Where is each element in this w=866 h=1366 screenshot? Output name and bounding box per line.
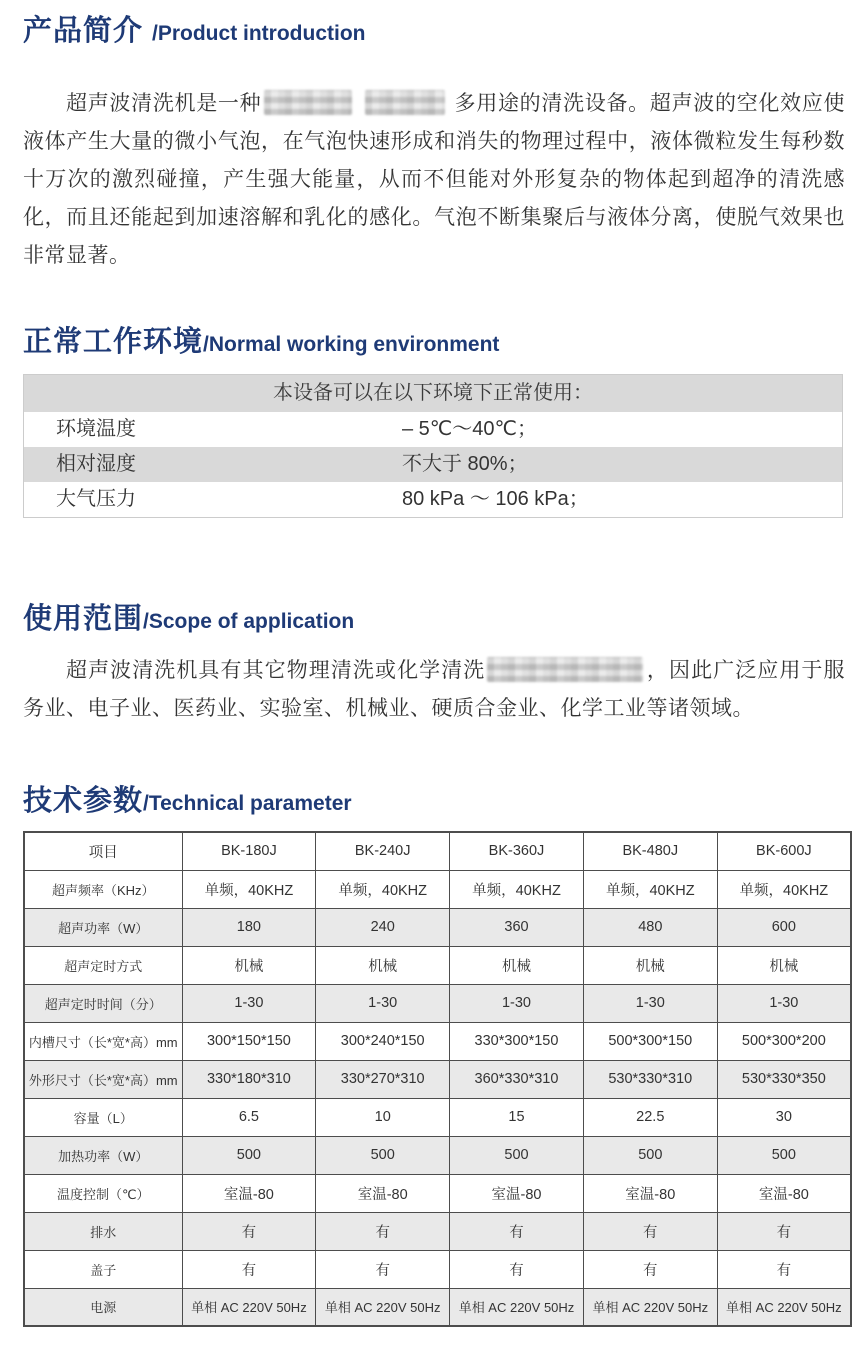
tech-cell: 240 [316, 908, 450, 946]
scope-paragraph [23, 652, 845, 728]
tech-cell: 500 [182, 1136, 316, 1174]
tech-row-label: 加热功率（W） [24, 1136, 182, 1174]
tech-cell: 1-30 [450, 984, 584, 1022]
tech-cell: 500*300*200 [717, 1022, 851, 1060]
tech-table-row [24, 1098, 851, 1136]
section-title-scope-of-application [23, 602, 845, 637]
tech-cell: 单频，40KHZ [316, 870, 450, 908]
censored-text-block [365, 90, 445, 115]
tech-cell: 有 [583, 1250, 717, 1288]
tech-row-label: 内槽尺寸（长*宽*高）mm [24, 1022, 182, 1060]
tech-column-header: BK-360J [450, 832, 584, 870]
tech-table-row [24, 946, 851, 984]
tech-cell: 室温-80 [583, 1174, 717, 1212]
tech-cell: 480 [583, 908, 717, 946]
tech-cell: 330*180*310 [182, 1060, 316, 1098]
tech-cell: 机械 [583, 946, 717, 984]
tech-cell: 室温-80 [182, 1174, 316, 1212]
tech-cell: 单相 AC 220V 50Hz [182, 1288, 316, 1326]
tech-row-label: 盖子 [24, 1250, 182, 1288]
section-title-en: /Product introduction [152, 22, 366, 45]
tech-cell: 机械 [717, 946, 851, 984]
tech-row-label: 超声功率（W） [24, 908, 182, 946]
tech-cell: 6.5 [182, 1098, 316, 1136]
tech-table-row [24, 908, 851, 946]
tech-cell: 500 [450, 1136, 584, 1174]
tech-cell: 330*300*150 [450, 1022, 584, 1060]
environment-table-row [24, 412, 842, 447]
environment-table-header: 本设备可以在以下环境下正常使用： [24, 375, 842, 412]
scope-text-before: 超声波清洗机具有其它物理清洗或化学清洗 [66, 659, 486, 683]
tech-cell: 1-30 [182, 984, 316, 1022]
tech-cell: 有 [450, 1212, 584, 1250]
tech-table-header-row [24, 832, 851, 870]
tech-column-header: BK-180J [182, 832, 316, 870]
tech-cell: 有 [316, 1212, 450, 1250]
section-title-en: /Scope of application [143, 609, 355, 633]
tech-table-row [24, 1136, 851, 1174]
tech-cell: 600 [717, 908, 851, 946]
censored-text-block [264, 90, 352, 115]
tech-table-body [24, 870, 851, 1326]
intro-paragraph [23, 85, 845, 275]
environment-table-row [24, 447, 842, 482]
tech-cell: 单相 AC 220V 50Hz [316, 1288, 450, 1326]
env-row-value: – 5℃～40℃； [402, 417, 537, 440]
env-row-value: 不大于 80%； [402, 452, 528, 475]
tech-table-row [24, 984, 851, 1022]
tech-cell: 330*270*310 [316, 1060, 450, 1098]
tech-cell: 单频，40KHZ [583, 870, 717, 908]
tech-cell: 机械 [450, 946, 584, 984]
tech-row-label: 排水 [24, 1212, 182, 1250]
censored-text-block [487, 657, 643, 682]
intro-text-before: 超声波清洗机是一种 [66, 91, 262, 115]
tech-row-label: 超声频率（KHz） [24, 870, 182, 908]
tech-row-label: 温度控制（℃） [24, 1174, 182, 1212]
scope-text-after: ，因此广泛应用于服务业、电子业、医药业、实验室、机械业、硬质合金业、化学工业等诸领域。 [23, 659, 846, 721]
tech-cell: 300*150*150 [182, 1022, 316, 1060]
tech-cell: 室温-80 [717, 1174, 851, 1212]
section-title-working-environment [23, 325, 845, 360]
tech-cell: 300*240*150 [316, 1022, 450, 1060]
tech-column-header: BK-480J [583, 832, 717, 870]
tech-table-row [24, 870, 851, 908]
section-title-en: /Normal working environment [203, 332, 500, 356]
tech-cell: 530*330*310 [583, 1060, 717, 1098]
tech-row-label: 超声定时时间（分） [24, 984, 182, 1022]
environment-table-row [24, 482, 842, 517]
intro-text-after: 多用途的清洗设备。超声波的空化效应使液体产生大量的微小气泡，在气泡快速形成和消失的物理过程中，液体微粒发生每秒数十万次的激烈碰撞，产生强大能量，从而不但能对外形复杂的物体起到超净的清洗感化，而且还能起到加速溶解和乳化的感化。气泡不断集聚后与液体分离，使脱气效果也非常显著。 [23, 91, 846, 267]
section-title-technical-parameter [23, 784, 845, 819]
tech-cell: 有 [717, 1212, 851, 1250]
tech-cell: 1-30 [583, 984, 717, 1022]
tech-row-label: 容量（L） [24, 1098, 182, 1136]
tech-cell: 30 [717, 1098, 851, 1136]
tech-cell: 500*300*150 [583, 1022, 717, 1060]
technical-parameter-table [23, 831, 852, 1327]
tech-cell: 单相 AC 220V 50Hz [717, 1288, 851, 1326]
tech-row-label: 电源 [24, 1288, 182, 1326]
env-row-label: 环境温度 [56, 417, 136, 440]
tech-cell: 单频，40KHZ [717, 870, 851, 908]
section-title-en: /Technical parameter [143, 792, 352, 816]
tech-table-row [24, 1250, 851, 1288]
tech-row-label: 超声定时方式 [24, 946, 182, 984]
tech-cell: 500 [717, 1136, 851, 1174]
tech-cell: 有 [182, 1212, 316, 1250]
tech-cell: 360*330*310 [450, 1060, 584, 1098]
section-title-zh: 使用范围 [23, 602, 144, 635]
tech-cell: 500 [316, 1136, 450, 1174]
tech-table-row [24, 1022, 851, 1060]
tech-cell: 500 [583, 1136, 717, 1174]
tech-table-row [24, 1060, 851, 1098]
tech-cell: 530*330*350 [717, 1060, 851, 1098]
tech-cell: 有 [450, 1250, 584, 1288]
section-title-zh: 正常工作环境 [23, 325, 204, 358]
tech-cell: 机械 [316, 946, 450, 984]
tech-cell: 180 [182, 908, 316, 946]
tech-table-row [24, 1212, 851, 1250]
tech-cell: 1-30 [316, 984, 450, 1022]
tech-cell: 室温-80 [316, 1174, 450, 1212]
tech-table-row [24, 1288, 851, 1326]
section-title-product-introduction [23, 14, 845, 49]
section-title-zh: 技术参数 [23, 785, 144, 818]
tech-cell: 单相 AC 220V 50Hz [450, 1288, 584, 1326]
tech-cell: 22.5 [583, 1098, 717, 1136]
tech-column-header: BK-240J [316, 832, 450, 870]
tech-table-row [24, 1174, 851, 1212]
tech-cell: 单相 AC 220V 50Hz [583, 1288, 717, 1326]
env-row-label: 大气压力 [56, 487, 136, 510]
section-title-zh: 产品简介 [23, 15, 144, 47]
tech-cell: 有 [182, 1250, 316, 1288]
tech-cell: 单频，40KHZ [182, 870, 316, 908]
tech-cell: 有 [316, 1250, 450, 1288]
tech-cell: 10 [316, 1098, 450, 1136]
tech-cell: 有 [583, 1212, 717, 1250]
tech-cell: 室温-80 [450, 1174, 584, 1212]
tech-cell: 机械 [182, 946, 316, 984]
tech-cell: 有 [717, 1250, 851, 1288]
env-row-label: 相对湿度 [56, 452, 136, 475]
tech-cell: 15 [450, 1098, 584, 1136]
environment-table [23, 374, 843, 518]
env-row-value: 80 kPa ～ 106 kPa； [402, 487, 589, 510]
tech-row-label: 外形尺寸（长*宽*高）mm [24, 1060, 182, 1098]
tech-column-header: BK-600J [717, 832, 851, 870]
tech-cell: 单频，40KHZ [450, 870, 584, 908]
tech-cell: 360 [450, 908, 584, 946]
tech-column-header: 项目 [24, 832, 182, 870]
tech-cell: 1-30 [717, 984, 851, 1022]
